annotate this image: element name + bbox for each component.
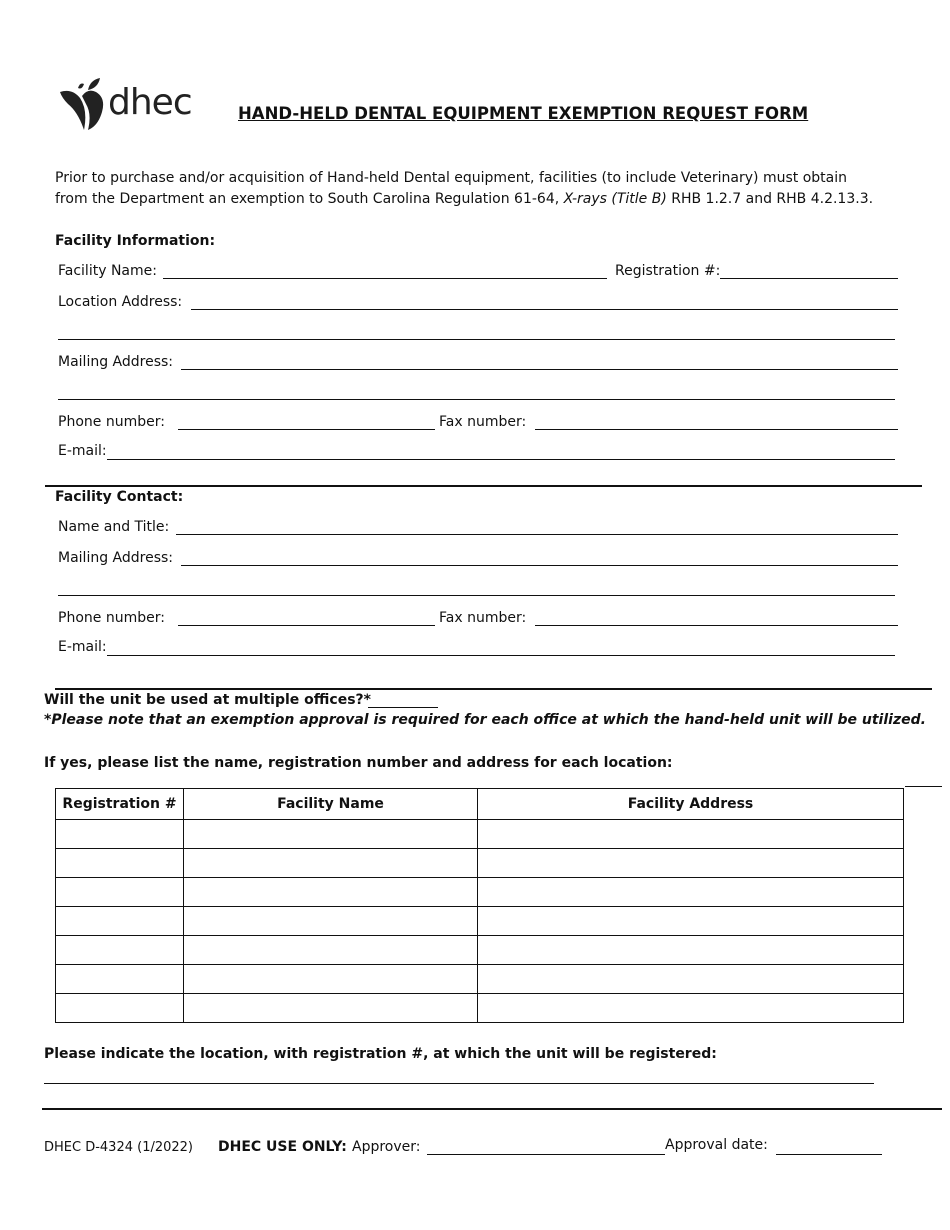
locations-list-prompt: If yes, please list the name, registration number and address for each location: bbox=[44, 755, 673, 771]
dhec-logo bbox=[58, 78, 208, 134]
approval-date-field[interactable] bbox=[776, 1154, 882, 1155]
column-header-facility-address: Facility Address bbox=[478, 789, 904, 820]
email-label: E-mail: bbox=[58, 443, 107, 459]
table-cell[interactable] bbox=[478, 907, 904, 936]
locations-table-body bbox=[56, 820, 904, 1023]
facility-contact-heading: Facility Contact: bbox=[55, 489, 184, 505]
facility-name-label: Facility Name: bbox=[58, 263, 157, 279]
table-cell[interactable] bbox=[478, 820, 904, 849]
registration-field[interactable] bbox=[720, 278, 898, 279]
mailing-address-field[interactable] bbox=[181, 369, 898, 370]
intro-line-2-end: RHB 1.2.7 and RHB 4.2.13.3. bbox=[666, 191, 874, 207]
form-title: HAND-HELD DENTAL EQUIPMENT EXEMPTION REQUEST FORM bbox=[238, 104, 809, 123]
location-address-field[interactable] bbox=[191, 309, 898, 310]
mailing-address-field-line-2[interactable] bbox=[58, 399, 895, 400]
facility-info-heading: Facility Information: bbox=[55, 233, 216, 249]
contact-email-label: E-mail: bbox=[58, 639, 107, 655]
table-cell[interactable] bbox=[184, 820, 478, 849]
multiple-offices-note: *Please note that an exemption approval is required for each office at which the hand-held unit will be utilized. bbox=[44, 712, 926, 728]
table-cell[interactable] bbox=[478, 994, 904, 1023]
footer-divider bbox=[42, 1108, 942, 1110]
table-cell[interactable] bbox=[184, 965, 478, 994]
phone-label: Phone number: bbox=[58, 414, 165, 430]
table-row bbox=[56, 965, 904, 994]
table-row bbox=[56, 907, 904, 936]
table-cell[interactable] bbox=[56, 936, 184, 965]
contact-mailing-address-label: Mailing Address: bbox=[58, 550, 174, 566]
facility-name-field[interactable] bbox=[163, 278, 607, 279]
table-cell[interactable] bbox=[184, 907, 478, 936]
registration-label: Registration #: bbox=[615, 263, 721, 279]
form-id: DHEC D-4324 (1/2022) bbox=[44, 1140, 194, 1155]
intro-line-1: Prior to purchase and/or acquisition of Hand-held Dental equipment, facilities (to include Veterinary) must obtain bbox=[55, 170, 847, 186]
table-cell[interactable] bbox=[56, 878, 184, 907]
column-header-facility-name: Facility Name bbox=[184, 789, 478, 820]
approver-label: Approver: bbox=[352, 1139, 421, 1155]
contact-mailing-address-field-line-2[interactable] bbox=[58, 595, 895, 596]
intro-line-2-italic: X-rays (Title B) bbox=[563, 191, 667, 207]
table-cell[interactable] bbox=[56, 907, 184, 936]
table-cell[interactable] bbox=[184, 936, 478, 965]
contact-fax-field[interactable] bbox=[535, 625, 898, 626]
table-cell[interactable] bbox=[478, 849, 904, 878]
table-cell[interactable] bbox=[478, 936, 904, 965]
table-cell[interactable] bbox=[478, 965, 904, 994]
contact-name-title-label: Name and Title: bbox=[58, 519, 170, 535]
location-address-field-line-2[interactable] bbox=[58, 339, 895, 340]
mailing-address-label: Mailing Address: bbox=[58, 354, 174, 370]
table-cell[interactable] bbox=[56, 994, 184, 1023]
table-row bbox=[56, 994, 904, 1023]
table-cell[interactable] bbox=[478, 878, 904, 907]
location-address-label: Location Address: bbox=[58, 294, 183, 310]
table-cell[interactable] bbox=[184, 994, 478, 1023]
table-row bbox=[56, 849, 904, 878]
column-header-registration: Registration # bbox=[56, 789, 184, 820]
intro-line-2-start: from the Department an exemption to South Carolina Regulation 61-64, bbox=[55, 191, 564, 207]
section-divider bbox=[55, 688, 932, 690]
fax-label: Fax number: bbox=[439, 414, 527, 430]
dhec-use-only-label: DHEC USE ONLY: bbox=[218, 1139, 347, 1155]
fax-field[interactable] bbox=[535, 429, 898, 430]
table-cell[interactable] bbox=[56, 849, 184, 878]
table-row bbox=[56, 936, 904, 965]
contact-email-field[interactable] bbox=[107, 655, 895, 656]
contact-fax-label: Fax number: bbox=[439, 610, 527, 626]
table-cell[interactable] bbox=[56, 965, 184, 994]
registration-location-prompt: Please indicate the location, with registration #, at which the unit will be registered: bbox=[44, 1046, 717, 1062]
email-field[interactable] bbox=[107, 459, 895, 460]
multiple-offices-field[interactable] bbox=[368, 707, 438, 708]
table-cell[interactable] bbox=[184, 849, 478, 878]
contact-name-title-field[interactable] bbox=[176, 534, 898, 535]
locations-table bbox=[55, 788, 904, 1023]
approver-field[interactable] bbox=[427, 1154, 665, 1155]
table-row bbox=[56, 878, 904, 907]
contact-phone-field[interactable] bbox=[178, 625, 435, 626]
section-divider bbox=[45, 485, 922, 487]
table-row bbox=[56, 820, 904, 849]
registration-location-field[interactable] bbox=[44, 1083, 874, 1084]
approval-date-label: Approval date: bbox=[665, 1137, 768, 1153]
multiple-offices-question: Will the unit be used at multiple offices?* bbox=[44, 692, 371, 708]
logo-wordmark: dhec bbox=[108, 82, 192, 123]
locations-divider bbox=[905, 786, 942, 787]
table-header-row bbox=[56, 789, 904, 820]
table-cell[interactable] bbox=[56, 820, 184, 849]
intro-line-2 bbox=[55, 189, 873, 210]
table-cell[interactable] bbox=[184, 878, 478, 907]
contact-mailing-address-field[interactable] bbox=[181, 565, 898, 566]
phone-field[interactable] bbox=[178, 429, 435, 430]
contact-phone-label: Phone number: bbox=[58, 610, 165, 626]
